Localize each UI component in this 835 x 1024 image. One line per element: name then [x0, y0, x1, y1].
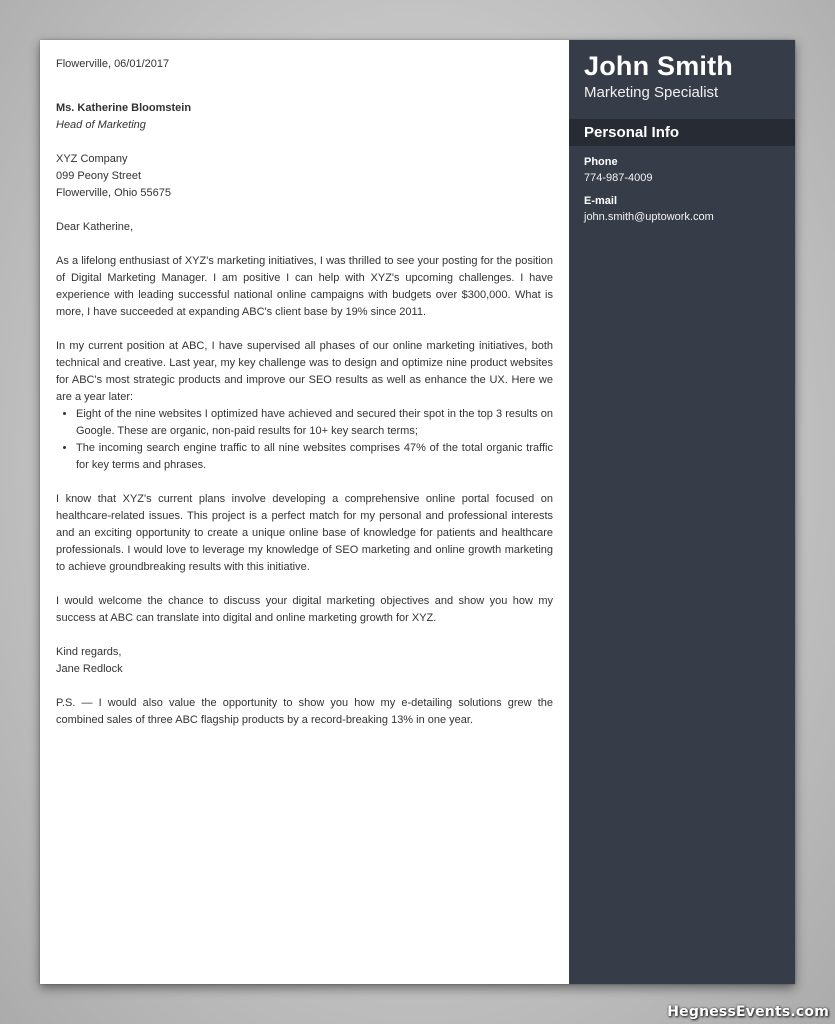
closing-phrase: Kind regards,	[56, 646, 122, 658]
date-line: Flowerville, 06/01/2017	[56, 58, 170, 70]
address-block	[56, 151, 553, 202]
address-line: XYZ Company	[56, 153, 128, 165]
address-line: Flowerville, Ohio 55675	[56, 187, 171, 199]
watermark: HegnessEvents.com	[667, 1004, 829, 1020]
achievements-list	[56, 406, 553, 474]
list-item: • The incoming search engine traffic to all nine websites comprises 47% of the total organic traffic for key terms and phrases.	[76, 440, 553, 474]
paragraph: As a lifelong enthusiast of XYZ's marketing initiatives, I was thrilled to see your posting for the position of Digital Marketing Manager. I am positive I can help with XYZ's upcoming challenges. I have experience with leading successful national online campaigns with budgets over $300,000. What is more, I have succeeded at expanding ABC's client base by 19% since 2011.	[56, 255, 553, 318]
paragraph: I would welcome the chance to discuss your digital marketing objectives and show you how my success at ABC can translate into digital and online marketing growth for XYZ.	[56, 595, 553, 624]
recipient-name: Ms. Katherine Bloomstein	[56, 102, 192, 114]
email-value: john.smith@uptowork.com	[584, 211, 714, 223]
salutation: Dear Katherine,	[56, 221, 134, 233]
address-line: 099 Peony Street	[56, 170, 142, 182]
sidebar	[569, 40, 795, 984]
phone-value: 774-987-4009	[584, 172, 653, 184]
recipient-title: Head of Marketing	[56, 119, 146, 131]
cover-letter-page	[40, 40, 795, 984]
postscript: P.S. — I would also value the opportunity to show you how my e-detailing solutions grew the combined sales of three ABC flagship products by a record-breaking 13% in one year.	[56, 697, 553, 726]
sidebar-header	[569, 40, 795, 119]
signature-name: Jane Redlock	[56, 663, 123, 675]
personal-info-section	[569, 146, 795, 240]
email-label: E-mail	[584, 195, 618, 207]
paragraph: I know that XYZ's current plans involve developing a comprehensive online portal focused on healthcare-related issues. This project is a perfect match for my personal and professional interests and an exciting opportunity to create a unique online base of knowledge for patients and healthcare professionals. I would love to leverage my knowledge of SEO marketing and online growth marketing to achieve groundbreaking results with this initiative.	[56, 493, 553, 573]
applicant-name: John Smith	[584, 51, 733, 81]
list-item: • Eight of the nine websites I optimized have achieved and secured their spot in the top 3 results on Google. These are organic, non-paid results for 10+ key search terms;	[76, 406, 553, 440]
applicant-title: Marketing Specialist	[584, 84, 719, 101]
paragraph: In my current position at ABC, I have supervised all phases of our online marketing initiatives, both technical and creative. Last year, my key challenge was to design and optimize nine product websites for ABC's most strategic products and improve our SEO results as well as enhance the UX. Here we are a year later:	[56, 340, 553, 403]
closing-block	[56, 644, 553, 678]
letter-body	[40, 40, 569, 984]
personal-info-heading: Personal Info	[569, 119, 795, 146]
phone-label: Phone	[584, 156, 618, 168]
